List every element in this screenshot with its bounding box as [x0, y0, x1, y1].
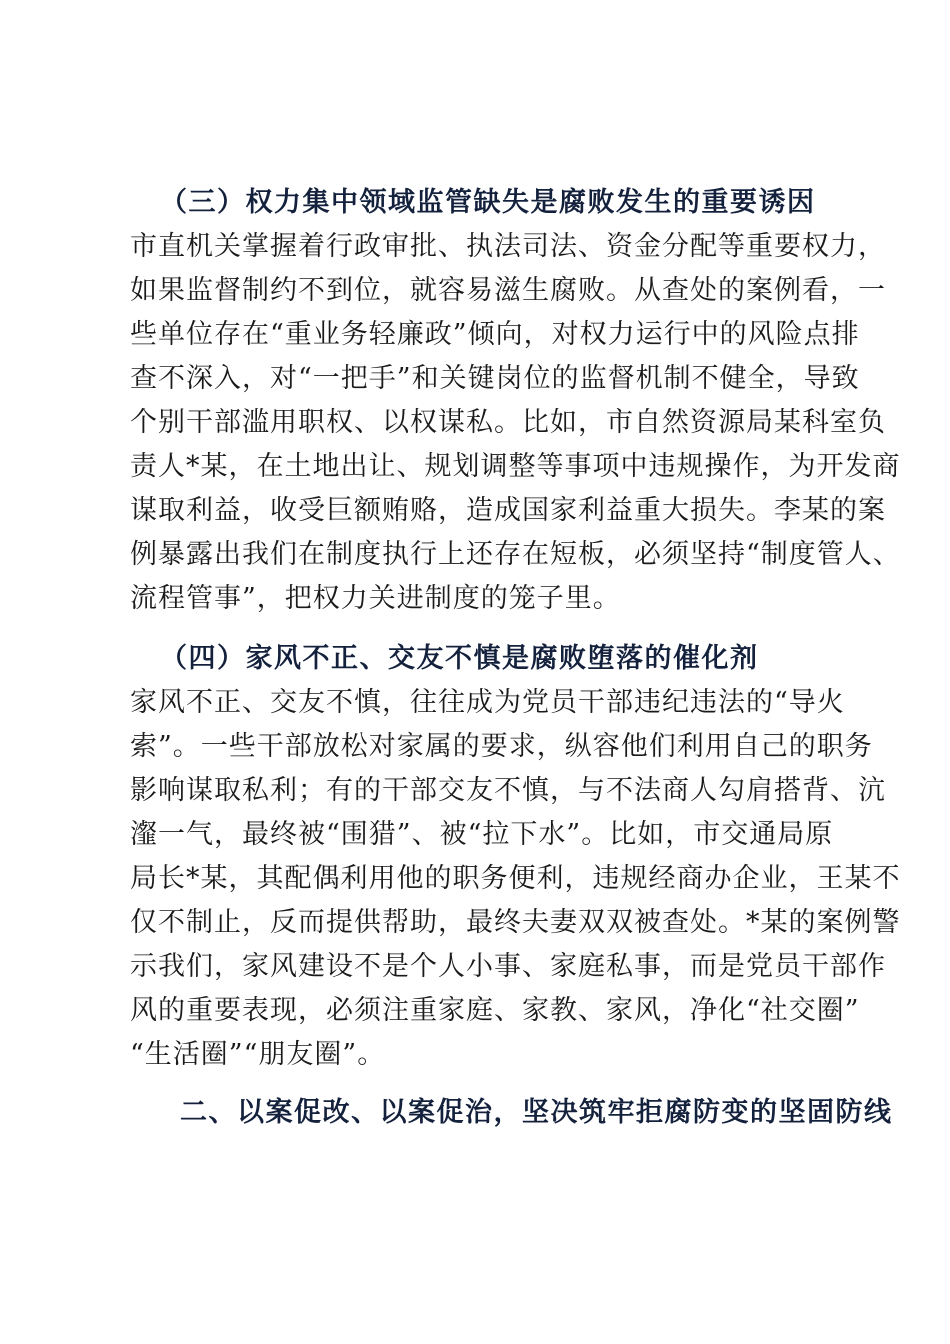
section-4-line: 索”。一些干部放松对家属的要求，纵容他们利用自己的职务 [130, 731, 873, 762]
section-3-line: 查不深入，对“一把手”和关键岗位的监督机制不健全，导致 [130, 363, 860, 394]
section-3-line: 市直机关掌握着行政审批、执法司法、资金分配等重要权力， [130, 231, 886, 262]
part-2-heading: 二、以案促改、以案促治，坚决筑牢拒腐防变的坚固防线 [180, 1097, 893, 1128]
section-4-line: 局长*某，其配偶利用他的职务便利，违规经商办企业，王某不 [130, 863, 901, 894]
section-4-line: 瀣一气，最终被“围猎”、被“拉下水”。比如，市交通局原 [130, 819, 834, 850]
section-3-line: 谋取利益，收受巨额贿赂，造成国家利益重大损失。李某的案 [130, 495, 886, 526]
section-4-line: 影响谋取私利；有的干部交友不慎，与不法商人勾肩搭背、沆 [130, 775, 886, 806]
section-3-line: 责人*某，在土地出让、规划调整等事项中违规操作，为开发商 [130, 451, 901, 482]
section-4-line: 仅不制止，反而提供帮助，最终夫妻双双被查处。*某的案例警 [130, 907, 901, 938]
section-4-line: “生活圈”“朋友圈”。 [130, 1039, 386, 1070]
section-3-line: 如果监督制约不到位，就容易滋生腐败。从查处的案例看，一 [130, 275, 886, 306]
section-4-line: 示我们，家风建设不是个人小事、家庭私事，而是党员干部作 [130, 951, 886, 982]
section-3-line: 些单位存在“重业务轻廉政”倾向，对权力运行中的风险点排 [130, 319, 860, 350]
section-3-heading: （三）权力集中领域监管缺失是腐败发生的重要诱因 [160, 187, 816, 218]
section-3-line: 流程管事”，把权力关进制度的笼子里。 [130, 583, 621, 614]
section-3-line: 个别干部滥用职权、以权谋私。比如，市自然资源局某科室负 [130, 407, 886, 438]
section-4-line: 家风不正、交友不慎，往往成为党员干部违纪违法的“导火 [130, 687, 845, 718]
section-4-heading: （四）家风不正、交友不慎是腐败堕落的催化剂 [160, 643, 759, 674]
section-3-line: 例暴露出我们在制度执行上还存在短板，必须坚持“制度管人、 [130, 539, 901, 570]
section-4-line: 风的重要表现，必须注重家庭、家教、家风，净化“社交圈” [130, 995, 860, 1026]
